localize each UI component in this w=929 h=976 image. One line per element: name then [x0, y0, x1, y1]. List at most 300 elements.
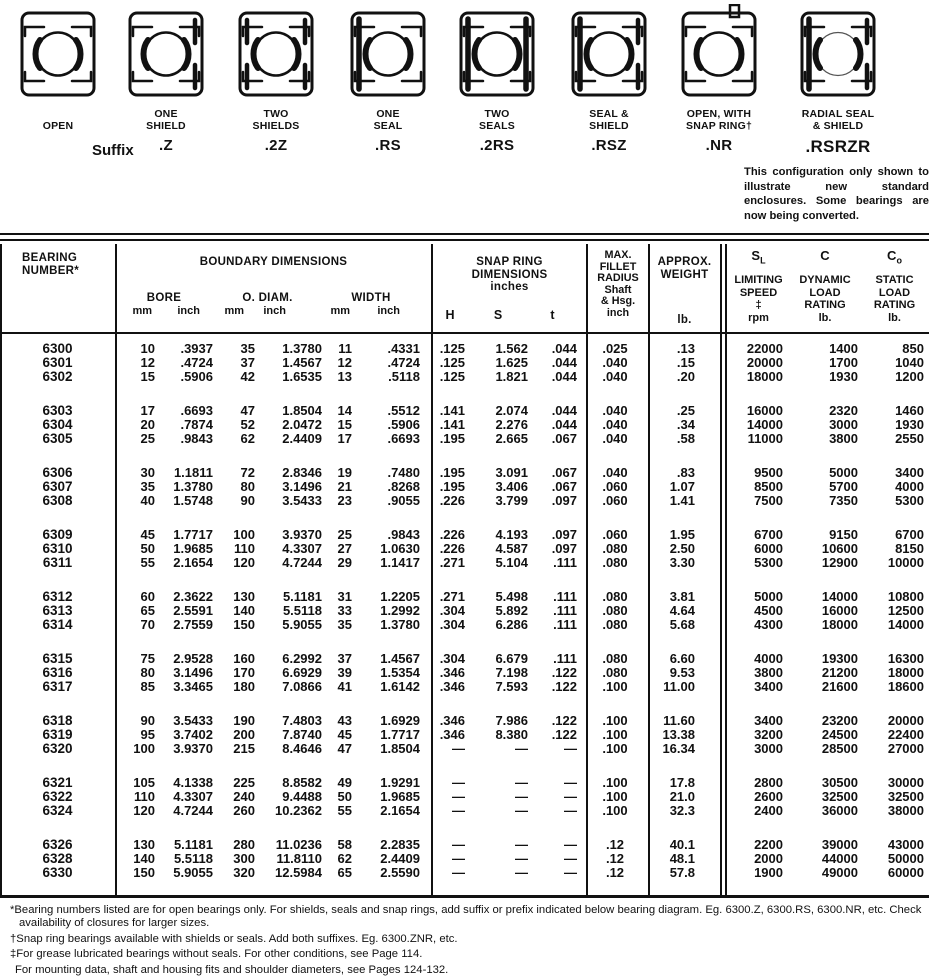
table-cell: .080: [602, 665, 628, 680]
bearing-number-cell: 6311: [42, 555, 73, 570]
table-cell: 1700: [829, 355, 858, 370]
table-row-group: [0, 404, 929, 446]
table-cell: 3.7402: [173, 727, 213, 742]
table-cell: 3000: [829, 417, 858, 432]
table-cell: .304: [439, 651, 465, 666]
table-cell: 43: [337, 713, 352, 728]
table-cell: 5.1181: [282, 589, 322, 604]
table-cell: 65: [140, 603, 155, 618]
table-cell: 40.1: [669, 837, 695, 852]
table-row: [0, 404, 929, 418]
table-cell: 3.3465: [173, 679, 213, 694]
col-header-approx-weight: APPROX. WEIGHT: [657, 256, 712, 281]
table-cell: 52: [240, 417, 255, 432]
bearing-suffix: .Z: [159, 137, 173, 154]
table-cell: .080: [602, 603, 628, 618]
table-cell: .122: [551, 665, 577, 680]
table-cell: 11: [338, 341, 352, 356]
table-cell: 50000: [887, 851, 924, 866]
table-cell: 62: [240, 431, 255, 446]
table-cell: 2.8346: [282, 465, 322, 480]
table-cell: 215: [233, 741, 255, 756]
table-cell: 2320: [829, 403, 858, 418]
table-cell: 2.0472: [282, 417, 322, 432]
col-header-bearing-number: BEARING NUMBER*: [22, 252, 80, 277]
legend-item-one-seal: [333, 0, 443, 154]
table-cell: 10: [140, 341, 155, 356]
table-cell: 2.3622: [173, 589, 213, 604]
table-cell: 11.0236: [275, 837, 322, 852]
table-cell: 2400: [754, 803, 783, 818]
legend-item-snap-ring: [664, 0, 774, 154]
table-cell: 1900: [754, 865, 783, 880]
bearing-diagram-snap-ring: [664, 4, 774, 104]
table-cell: 3.799: [495, 493, 528, 508]
table-cell: .040: [602, 403, 628, 418]
table-cell: 3.5433: [173, 713, 213, 728]
table-cell: 17: [140, 403, 155, 418]
legend-note: This configuration only shown to illustrate new standard enclosures. Some bearings are now being converted.: [744, 166, 929, 222]
table-cell: 1.6929: [380, 713, 420, 728]
table-cell: —: [515, 741, 528, 756]
table-cell: .060: [602, 479, 628, 494]
table-cell: 3800: [829, 431, 858, 446]
bearing-type-label: ONE SHIELD: [146, 108, 186, 132]
table-cell: 13: [337, 369, 352, 384]
table-cell: 8.380: [495, 727, 528, 742]
bearing-type-label: TWO SEALS: [478, 108, 515, 132]
table-row: [0, 618, 929, 632]
table-cell: .9843: [387, 527, 420, 542]
table-cell: 1460: [895, 403, 924, 418]
table-cell: .4724: [180, 355, 213, 370]
table-cell: 3.30: [669, 555, 695, 570]
table-row: [0, 356, 929, 370]
table-cell: 4.587: [495, 541, 528, 556]
table-cell: 6.60: [669, 651, 695, 666]
table-cell: 23: [337, 493, 352, 508]
table-cell: 14000: [746, 417, 783, 432]
table-cell: .12: [605, 837, 625, 852]
table-cell: —: [452, 741, 465, 756]
bearing-type-label: ONE SEAL: [373, 108, 403, 132]
table-cell: 90: [240, 493, 255, 508]
table-row-group: [0, 466, 929, 508]
legend-item-seal-shield: [554, 0, 664, 154]
table-cell: 4.64: [669, 603, 695, 618]
table-cell: 110: [134, 789, 155, 804]
table-cell: 17: [337, 431, 352, 446]
table-cell: 21600: [821, 679, 858, 694]
table-cell: .111: [553, 603, 577, 618]
subheader-width: WIDTH: [351, 292, 391, 304]
bearing-suffix: .RS: [375, 137, 401, 154]
table-cell: —: [452, 789, 465, 804]
table-cell: 1.9685: [173, 541, 213, 556]
table-cell: 10000: [887, 555, 924, 570]
table-cell: 11.00: [663, 679, 695, 694]
table-cell: 12.5984: [275, 865, 322, 880]
table-cell: 2200: [754, 837, 783, 852]
table-cell: 49: [337, 775, 352, 790]
table-cell: 70: [140, 617, 155, 632]
table-cell: 1200: [895, 369, 924, 384]
table-cell: .7874: [180, 417, 213, 432]
table-cell: 300: [233, 851, 255, 866]
table-cell: 30000: [887, 775, 924, 790]
footnote-grease: ‡For grease lubricated bearings without seals. For other conditions, see Page 114.: [10, 948, 423, 960]
table-cell: .111: [553, 617, 577, 632]
table-cell: .7480: [387, 465, 420, 480]
col-header-limiting-speed: LIMITING SPEED ‡ rpm: [734, 274, 783, 324]
table-cell: —: [564, 741, 577, 756]
table-cell: 28500: [821, 741, 858, 756]
table-cell: 6700: [754, 527, 783, 542]
bearing-suffix: .2RS: [479, 137, 515, 154]
table-cell: 3400: [754, 679, 783, 694]
table-cell: 120: [133, 803, 155, 818]
bearing-number-cell: 6328: [42, 851, 73, 866]
bearing-suffix: .NR: [705, 137, 733, 154]
table-cell: 1400: [829, 341, 858, 356]
table-cell: 1.3780: [282, 341, 322, 356]
table-cell: .25: [676, 403, 695, 418]
table-cell: —: [452, 851, 465, 866]
table-cell: .5906: [387, 417, 420, 432]
table-cell: 48.1: [669, 851, 695, 866]
table-cell: .044: [551, 355, 577, 370]
table-cell: .12: [605, 851, 625, 866]
table-row-group: [0, 714, 929, 756]
table-cell: .060: [602, 493, 628, 508]
table-cell: 1.1417: [380, 555, 420, 570]
symbol-static-load: $C_o$: [887, 248, 902, 266]
table-cell: 1.8504: [282, 403, 322, 418]
table-cell: 1.0630: [380, 541, 420, 556]
table-cell: 2.074: [495, 403, 528, 418]
table-cell: 160: [233, 651, 255, 666]
table-row: [0, 776, 929, 790]
table-cell: 12: [140, 355, 155, 370]
table-cell: —: [515, 775, 528, 790]
footnote-snap-ring: †Snap ring bearings available with shields or seals. Add both suffixes. Eg. 6300.ZNR, etc.: [10, 932, 458, 945]
table-cell: 4.1338: [173, 775, 213, 790]
table-cell: 31: [337, 589, 352, 604]
table-cell: 3400: [754, 713, 783, 728]
col-header-static-load: STATIC LOAD RATING lb.: [873, 274, 916, 324]
table-cell: 1.6535: [282, 369, 322, 384]
table-cell: .080: [602, 651, 628, 666]
symbol-limiting-speed: $S_L$: [751, 248, 766, 266]
table-cell: —: [564, 789, 577, 804]
table-cell: .141: [439, 417, 465, 432]
table-cell: 35: [140, 479, 155, 494]
table-cell: 1.5748: [173, 493, 213, 508]
bearing-number-cell: 6309: [42, 527, 73, 542]
table-cell: .304: [439, 603, 465, 618]
table-cell: 11.60: [663, 713, 695, 728]
table-row: [0, 604, 929, 618]
table-cell: .067: [551, 465, 577, 480]
table-cell: 15: [140, 369, 155, 384]
table-cell: 1.2992: [380, 603, 420, 618]
unit-weight-lb: lb.: [677, 314, 692, 326]
bearing-number-cell: 6310: [42, 541, 73, 556]
bearing-number-cell: 6314: [42, 617, 73, 632]
table-cell: 100: [133, 741, 155, 756]
table-cell: 1.9291: [380, 775, 420, 790]
table-cell: .067: [551, 431, 577, 446]
bearing-number-cell: 6321: [42, 775, 73, 790]
table-cell: 2.50: [669, 541, 695, 556]
table-row: [0, 790, 929, 804]
table-cell: —: [564, 851, 577, 866]
table-cell: 43000: [887, 837, 924, 852]
table-cell: 2.7559: [173, 617, 213, 632]
bearing-suffix: .RSRZR: [805, 137, 871, 156]
table-cell: .346: [439, 713, 465, 728]
unit-odiam-inch: inch: [263, 305, 286, 317]
unit-bore-inch: inch: [177, 305, 200, 317]
bearing-number-cell: 6301: [42, 355, 73, 370]
bearing-diagram-one-shield: [111, 4, 221, 104]
table-cell: 5.1181: [173, 837, 213, 852]
table-row: [0, 466, 929, 480]
table-cell: .122: [551, 679, 577, 694]
table-cell: 2600: [754, 789, 783, 804]
table-cell: —: [564, 775, 577, 790]
subheader-snap-s: S: [493, 308, 503, 322]
legend-item-one-shield: [111, 0, 221, 154]
table-cell: .58: [676, 431, 695, 446]
table-cell: 1.1811: [173, 465, 213, 480]
table-cell: 6.679: [495, 651, 528, 666]
table-cell: —: [564, 837, 577, 852]
table-cell: 7500: [754, 493, 783, 508]
bearing-number-cell: 6319: [42, 727, 73, 742]
table-cell: 1.6142: [380, 679, 420, 694]
bearing-number-cell: 6320: [42, 741, 73, 756]
table-cell: .122: [551, 727, 577, 742]
table-cell: .040: [602, 431, 628, 446]
table-cell: 58: [337, 837, 352, 852]
table-row-group: [0, 652, 929, 694]
table-cell: .20: [676, 369, 695, 384]
table-cell: 180: [233, 679, 255, 694]
table-cell: 6700: [895, 527, 924, 542]
bearing-number-cell: 6322: [42, 789, 73, 804]
table-row: [0, 838, 929, 852]
table-cell: .097: [551, 493, 577, 508]
bearing-number-cell: 6318: [42, 713, 73, 728]
table-cell: 280: [233, 837, 255, 852]
table-cell: 9.53: [669, 665, 695, 680]
table-cell: 41: [337, 679, 352, 694]
table-cell: .080: [602, 589, 628, 604]
table-cell: 21200: [821, 665, 858, 680]
table-cell: 4.3307: [282, 541, 322, 556]
table-cell: 130: [133, 837, 155, 852]
table-cell: 120: [233, 555, 255, 570]
table-cell: .100: [602, 727, 628, 742]
table-cell: .100: [602, 775, 628, 790]
table-cell: 2.9528: [173, 651, 213, 666]
table-cell: .111: [553, 555, 577, 570]
table-cell: .111: [553, 589, 577, 604]
table-cell: 5.498: [495, 589, 528, 604]
table-cell: 240: [233, 789, 255, 804]
table-cell: 260: [233, 803, 255, 818]
table-cell: 140: [133, 851, 155, 866]
table-cell: 110: [234, 541, 255, 556]
table-cell: —: [564, 803, 577, 818]
table-cell: 1.8504: [380, 741, 420, 756]
table-cell: .83: [676, 465, 695, 480]
table-cell: .125: [439, 355, 465, 370]
table-cell: 38000: [887, 803, 924, 818]
table-cell: .4724: [387, 355, 420, 370]
table-cell: 21: [337, 479, 352, 494]
table-cell: 8500: [754, 479, 783, 494]
table-cell: 8.4646: [282, 741, 322, 756]
bearing-diagram-two-shields: [221, 4, 331, 104]
table-row: [0, 342, 929, 356]
table-row: [0, 432, 929, 446]
table-cell: 3.406: [495, 479, 528, 494]
table-cell: —: [515, 851, 528, 866]
table-cell: 19300: [821, 651, 858, 666]
table-cell: 1.4567: [380, 651, 420, 666]
table-cell: —: [452, 803, 465, 818]
table-cell: 16300: [887, 651, 924, 666]
table-cell: 2.665: [495, 431, 528, 446]
table-cell: .111: [553, 651, 577, 666]
table-cell: 30: [140, 465, 155, 480]
bearing-diagram-one-seal: [333, 4, 443, 104]
table-cell: .100: [602, 679, 628, 694]
table-cell: 100: [233, 527, 255, 542]
bearing-type-label: OPEN, WITH SNAP RING†: [686, 108, 752, 132]
table-cell: 3000: [754, 741, 783, 756]
table-cell: .12: [605, 865, 625, 880]
table-cell: 35: [337, 617, 352, 632]
bearing-number-cell: 6303: [42, 403, 73, 418]
table-cell: 4.193: [495, 527, 528, 542]
bearing-type-label: SEAL & SHIELD: [589, 108, 629, 132]
table-cell: .100: [602, 803, 628, 818]
table-cell: .226: [439, 527, 465, 542]
table-cell: 5.5118: [173, 851, 213, 866]
table-cell: 5.9055: [173, 865, 213, 880]
table-row: [0, 494, 929, 508]
table-row: [0, 728, 929, 742]
table-cell: 27000: [887, 741, 924, 756]
table-cell: .097: [551, 527, 577, 542]
table-cell: .044: [551, 403, 577, 418]
table-cell: 4000: [754, 651, 783, 666]
table-cell: .044: [551, 341, 577, 356]
table-cell: .226: [439, 541, 465, 556]
legend-item-two-shields: [221, 0, 331, 154]
table-cell: 2.1654: [173, 555, 213, 570]
table-cell: 7.593: [495, 679, 528, 694]
table-cell: —: [515, 803, 528, 818]
bearing-number-cell: 6305: [42, 431, 73, 446]
table-row: [0, 866, 929, 880]
table-cell: 9500: [754, 465, 783, 480]
table-cell: .044: [551, 417, 577, 432]
table-cell: 19: [337, 465, 352, 480]
table-cell: 2.5590: [380, 865, 420, 880]
table-cell: 5.68: [669, 617, 695, 632]
table-row-group: [0, 528, 929, 570]
table-cell: 18000: [746, 369, 783, 384]
table-cell: 10600: [821, 541, 858, 556]
table-header: [0, 244, 929, 332]
table-cell: 39: [337, 665, 352, 680]
table-cell: 62: [337, 851, 352, 866]
table-cell: 1.3780: [173, 479, 213, 494]
table-cell: 1.41: [669, 493, 695, 508]
table-cell: 1.2205: [380, 589, 420, 604]
table-cell: 33: [337, 603, 352, 618]
table-cell: —: [564, 865, 577, 880]
table-cell: 1.07: [669, 479, 695, 494]
table-cell: 42: [240, 369, 255, 384]
table-row: [0, 556, 929, 570]
table-cell: 5.5118: [282, 603, 322, 618]
table-cell: 23200: [821, 713, 858, 728]
legend-item-two-seals: [442, 0, 552, 154]
table-cell: 32500: [887, 789, 924, 804]
table-cell: 47: [240, 403, 255, 418]
table-cell: —: [515, 789, 528, 804]
table-cell: .346: [439, 679, 465, 694]
table-cell: 2.2835: [380, 837, 420, 852]
table-cell: —: [515, 837, 528, 852]
table-cell: 4300: [754, 617, 783, 632]
bearing-number-cell: 6306: [42, 465, 73, 480]
table-cell: 8150: [895, 541, 924, 556]
table-cell: 7.4803: [282, 713, 322, 728]
table-cell: .040: [602, 465, 628, 480]
table-cell: .346: [439, 665, 465, 680]
table-cell: 10800: [887, 589, 924, 604]
table-cell: 3.5433: [282, 493, 322, 508]
table-cell: 6.6929: [282, 665, 322, 680]
table-row: [0, 590, 929, 604]
table-cell: 37: [337, 651, 352, 666]
table-cell: 6.2992: [282, 651, 322, 666]
unit-odiam-mm: mm: [224, 305, 244, 317]
table-row: [0, 542, 929, 556]
bearing-number-cell: 6302: [42, 369, 73, 384]
bearing-number-cell: 6315: [42, 651, 73, 666]
table-cell: .100: [602, 741, 628, 756]
table-cell: 1.4567: [282, 355, 322, 370]
bearing-suffix: .RSZ: [591, 137, 627, 154]
table-cell: .067: [551, 479, 577, 494]
table-cell: .13: [676, 341, 695, 356]
bearing-diagram-seal-shield: [554, 4, 664, 104]
table-cell: 80: [140, 665, 155, 680]
bearing-diagram-open: [3, 4, 113, 104]
table-cell: 16000: [746, 403, 783, 418]
table-cell: 57.8: [669, 865, 695, 880]
bearing-number-cell: 6324: [42, 803, 73, 818]
bearing-number-cell: 6313: [42, 603, 73, 618]
table-cell: 3.1496: [282, 479, 322, 494]
